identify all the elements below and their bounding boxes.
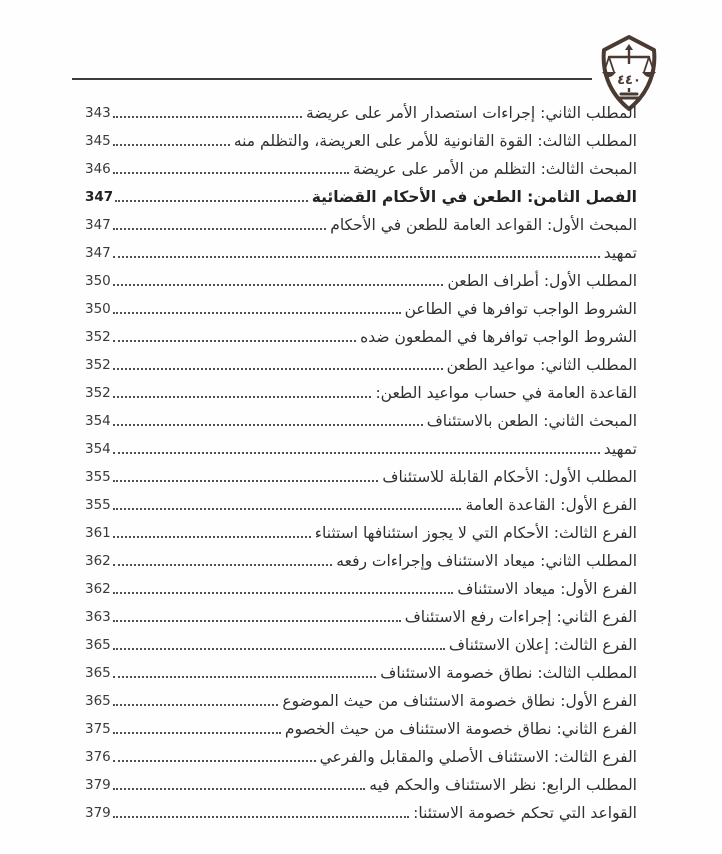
toc-entry bbox=[85, 155, 637, 183]
toc-entry bbox=[85, 267, 637, 295]
toc-entry-page-number: 376 bbox=[85, 749, 111, 765]
dotted-leader bbox=[113, 340, 356, 342]
toc-entry bbox=[85, 547, 637, 575]
toc-entry-page-number: 352 bbox=[85, 329, 111, 345]
toc-entry bbox=[85, 323, 637, 351]
toc-entry bbox=[85, 631, 637, 659]
toc-entry-title: الفرع الثالث: الاستئناف الأصلي والمقابل والفرعي bbox=[319, 748, 637, 766]
toc-entry-title: المطلب الرابع: نظر الاستئناف والحكم فيه bbox=[369, 776, 637, 794]
dotted-leader bbox=[113, 536, 311, 538]
toc-entry-title: الفرع الأول: نطاق خصومة الاستئناف من حيث الموضوع bbox=[282, 692, 637, 710]
toc-entry-title: المطلب الثاني: مواعيد الطعن bbox=[446, 356, 637, 374]
dotted-leader bbox=[113, 564, 333, 566]
dotted-leader bbox=[113, 648, 445, 650]
dotted-leader bbox=[113, 620, 401, 622]
toc-entry-page-number: 352 bbox=[85, 385, 111, 401]
dotted-leader bbox=[113, 592, 454, 594]
toc-entry-page-number: 347 bbox=[85, 189, 114, 205]
toc-entry bbox=[85, 463, 637, 491]
toc-entry-page-number: 379 bbox=[85, 805, 111, 821]
toc-entry-page-number: 365 bbox=[85, 693, 111, 709]
toc-entry-page-number: 350 bbox=[85, 301, 111, 317]
toc-entry bbox=[85, 491, 637, 519]
dotted-leader bbox=[113, 228, 326, 230]
toc-entry-title: الفرع الثاني: إجراءات رفع الاستئناف bbox=[404, 608, 637, 626]
toc-entry-page-number: 352 bbox=[85, 357, 111, 373]
toc-entry-page-number: 347 bbox=[85, 217, 111, 233]
dotted-leader bbox=[115, 200, 308, 202]
toc-entry bbox=[85, 603, 637, 631]
toc-entry-page-number: 355 bbox=[85, 469, 111, 485]
toc-entry-page-number: 363 bbox=[85, 609, 111, 625]
toc-entry bbox=[85, 743, 637, 771]
header-rule bbox=[72, 78, 592, 80]
dotted-leader bbox=[113, 452, 600, 454]
toc-entry-title: المطلب الثالث: نطاق خصومة الاستئناف bbox=[380, 664, 637, 682]
dotted-leader bbox=[113, 144, 230, 146]
dotted-leader bbox=[113, 172, 349, 174]
toc-entry-title: المبحث الأول: القواعد العامة للطعن في الأحكام bbox=[330, 216, 637, 234]
toc-entry-page-number: 375 bbox=[85, 721, 111, 737]
toc-entry-page-number: 347 bbox=[85, 245, 111, 261]
dotted-leader bbox=[113, 116, 302, 118]
toc-entry-page-number: 365 bbox=[85, 665, 111, 681]
toc-entry-page-number: 361 bbox=[85, 525, 111, 541]
toc-entry-title: تمهيد bbox=[603, 440, 637, 458]
toc-entry-page-number: 362 bbox=[85, 553, 111, 569]
dotted-leader bbox=[113, 732, 281, 734]
toc-entry bbox=[85, 771, 637, 799]
toc-entry-title: الفرع الأول: ميعاد الاستئناف bbox=[457, 580, 637, 598]
toc-entry-title: الفرع الثاني: نطاق خصومة الاستئناف من حيث الخصوم bbox=[284, 720, 637, 738]
dotted-leader bbox=[113, 480, 379, 482]
toc-entry bbox=[85, 239, 637, 267]
toc-entry-title: الشروط الواجب توافرها في المطعون ضده bbox=[360, 328, 637, 346]
toc-entry-page-number: 343 bbox=[85, 105, 111, 121]
toc-entry bbox=[85, 687, 637, 715]
dotted-leader bbox=[113, 368, 443, 370]
toc-entry-title: الفصل الثامن: الطعن في الأحكام القضائية bbox=[311, 188, 637, 206]
toc-entry-title: المطلب الأول: الأحكام القابلة للاستئناف bbox=[382, 468, 637, 486]
toc-entry bbox=[85, 575, 637, 603]
toc-entry-title: المبحث الثاني: الطعن بالاستئناف bbox=[426, 412, 637, 430]
toc-entry-title: تمهيد bbox=[603, 244, 637, 262]
dotted-leader bbox=[113, 424, 423, 426]
dotted-leader bbox=[113, 676, 376, 678]
toc-entry-title: القاعدة العامة في حساب مواعيد الطعن: bbox=[375, 384, 637, 402]
dotted-leader bbox=[113, 284, 444, 286]
toc-entry-title: المطلب الثاني: ميعاد الاستئناف وإجراءات رفعه bbox=[336, 552, 637, 570]
toc-entry bbox=[85, 127, 637, 155]
dotted-leader bbox=[113, 760, 316, 762]
toc-entry-title: القواعد التي تحكم خصومة الاستئنا: bbox=[413, 804, 637, 822]
toc-entry-page-number: 365 bbox=[85, 637, 111, 653]
dotted-leader bbox=[113, 816, 409, 818]
toc-entry-title: المبحث الثالث: التظلم من الأمر على عريضة bbox=[352, 160, 637, 178]
page-number-badge: ٤٤٠ bbox=[617, 73, 641, 88]
toc-entry-title: الفرع الأول: القاعدة العامة bbox=[465, 496, 637, 514]
toc-entry-page-number: 345 bbox=[85, 133, 111, 149]
dotted-leader bbox=[113, 312, 401, 314]
toc-entry bbox=[85, 715, 637, 743]
toc-entry-page-number: 379 bbox=[85, 777, 111, 793]
toc-entry-page-number: 362 bbox=[85, 581, 111, 597]
toc-entry-title: المطلب الثاني: إجراءات استصدار الأمر على عريضة bbox=[306, 104, 637, 122]
toc-entry-title: المطلب الثالث: القوة القانونية للأمر على العريضة، والتظلم منه bbox=[233, 132, 637, 150]
toc-entry bbox=[85, 183, 637, 211]
dotted-leader bbox=[113, 396, 372, 398]
toc-entry-title: الفرع الثالث: الأحكام التي لا يجوز استئنافها استثناء bbox=[314, 524, 637, 542]
toc-entry-page-number: 355 bbox=[85, 497, 111, 513]
toc-entry bbox=[85, 295, 637, 323]
toc-entry bbox=[85, 435, 637, 463]
toc-entry bbox=[85, 799, 637, 827]
toc-entry bbox=[85, 519, 637, 547]
dotted-leader bbox=[113, 256, 600, 258]
toc-entry-page-number: 350 bbox=[85, 273, 111, 289]
toc-entry bbox=[85, 99, 637, 127]
toc-entry bbox=[85, 407, 637, 435]
toc-list bbox=[85, 99, 637, 827]
dotted-leader bbox=[113, 704, 279, 706]
toc-entry-page-number: 354 bbox=[85, 413, 111, 429]
toc-entry bbox=[85, 659, 637, 687]
dotted-leader bbox=[113, 788, 366, 790]
toc-entry-title: المطلب الأول: أطراف الطعن bbox=[447, 272, 637, 290]
toc-entry bbox=[85, 211, 637, 239]
dotted-leader bbox=[113, 508, 462, 510]
toc-entry-page-number: 346 bbox=[85, 161, 111, 177]
toc-entry-title: الفرع الثالث: إعلان الاستئناف bbox=[448, 636, 637, 654]
toc-entry bbox=[85, 351, 637, 379]
toc-entry-title: الشروط الواجب توافرها في الطاعن bbox=[404, 300, 637, 318]
toc-entry-page-number: 354 bbox=[85, 441, 111, 457]
toc-entry bbox=[85, 379, 637, 407]
